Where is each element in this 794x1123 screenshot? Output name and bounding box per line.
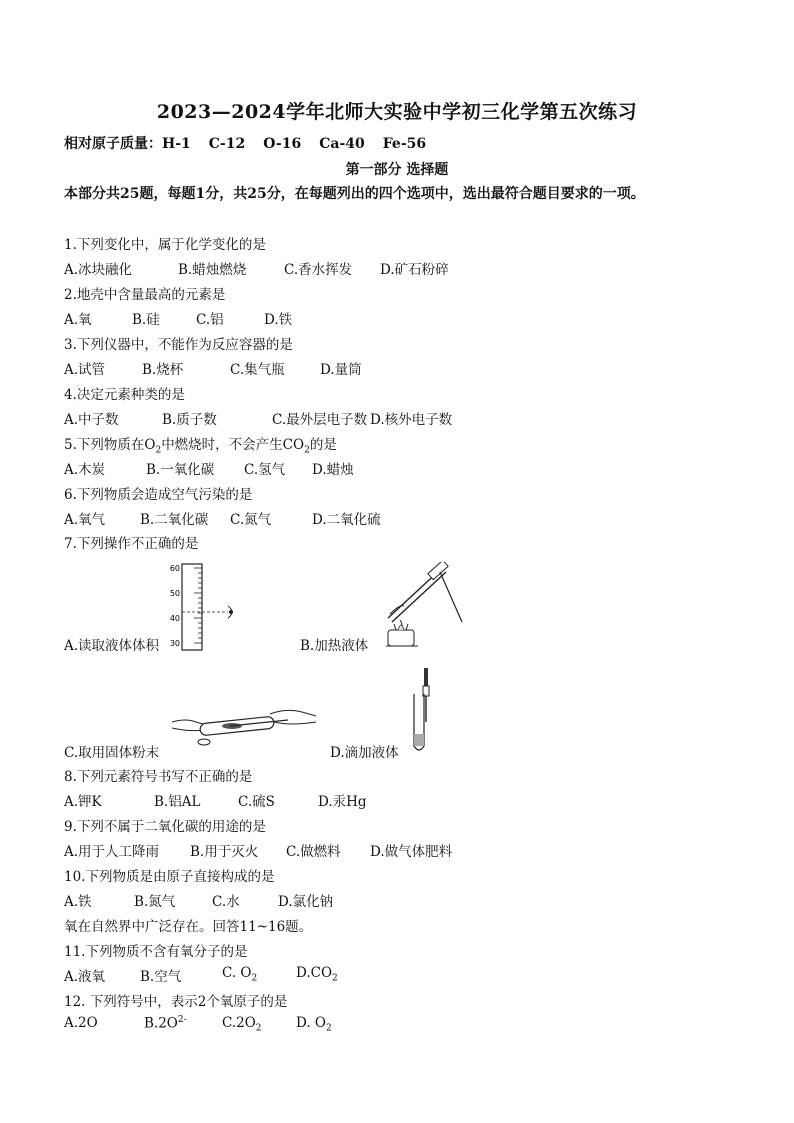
subscript: 2	[255, 1023, 262, 1034]
question-stem: 1.下列变化中，属于化学变化的是	[64, 237, 266, 253]
atomic-mass-item: Ca-40	[319, 136, 365, 152]
option: D.核外电子数	[370, 412, 453, 428]
option: B.一氧化碳	[146, 462, 215, 478]
option: B.空气	[140, 969, 182, 985]
section-heading: 第一部分 选择题	[345, 162, 449, 178]
option: C.做燃料	[286, 844, 341, 860]
subscript: 2	[155, 445, 162, 456]
subscript: 2	[326, 1023, 332, 1034]
subscript: 2	[251, 973, 258, 984]
option: A.铁	[64, 894, 92, 910]
option: A.氧	[64, 312, 92, 328]
option: A.钾K	[64, 794, 102, 810]
option: D.二氧化硫	[312, 512, 381, 528]
tick-label: 30	[170, 639, 180, 648]
stem-text: 5.下列物质在O	[64, 437, 156, 453]
question-stem: 3.下列仪器中，不能作为反应容器的是	[64, 337, 293, 353]
option-text: C. O	[222, 965, 252, 981]
option	[296, 965, 338, 984]
option	[296, 1015, 332, 1034]
stem-text: 的是	[309, 437, 337, 453]
option: A.氧气	[64, 512, 106, 528]
option: B.二氧化碳	[140, 512, 209, 528]
option: C.水	[212, 894, 240, 910]
subscript: 2	[332, 973, 338, 984]
option: D.氯化钠	[278, 894, 334, 910]
option: D.量筒	[320, 362, 362, 378]
question-stem	[64, 433, 337, 456]
option: B.蜡烛燃烧	[178, 262, 247, 278]
question-stem: 12. 下列符号中，表示2个氧原子的是	[64, 994, 288, 1010]
option: A.用于人工降雨	[64, 844, 160, 860]
option-text: C.2O	[222, 1015, 256, 1031]
figure-caption: C.取用固体粉末	[64, 745, 160, 761]
option: D.汞Hg	[318, 794, 367, 810]
option: A.2O	[64, 1015, 98, 1031]
passage-text: 氧在自然界中广泛存在。回答11~16题。	[64, 919, 313, 935]
option: C.氮气	[230, 512, 272, 528]
option: A.液氧	[64, 969, 106, 985]
tick-label: 50	[170, 589, 180, 598]
option: A.试管	[64, 362, 106, 378]
stem-text: 中燃烧时，不会产生CO	[161, 437, 305, 453]
option: C.氢气	[244, 462, 286, 478]
option	[222, 1015, 262, 1034]
option: B.硅	[132, 312, 160, 328]
option: C.香水挥发	[284, 262, 353, 278]
question-stem: 6.下列物质会造成空气污染的是	[64, 487, 253, 503]
option: C.硫S	[238, 794, 275, 810]
heating-liquid-figure	[370, 562, 470, 650]
atomic-masses-label: 相对原子质量：	[64, 136, 162, 152]
option: B.氮气	[134, 894, 176, 910]
option: A.中子数	[64, 412, 119, 428]
figure-caption: A.读取液体体积	[64, 638, 160, 654]
atomic-mass-item: H-1	[162, 136, 191, 152]
option: C.最外层电子数	[272, 412, 368, 428]
option: B.用于灭火	[190, 844, 259, 860]
figure-caption: D.滴加液体	[330, 745, 399, 761]
option: B.质子数	[162, 412, 217, 428]
eye-icon	[229, 610, 233, 614]
question-stem: 10.下列物质是由原子直接构成的是	[64, 869, 275, 885]
option: C.铝	[196, 312, 224, 328]
atomic-mass-item: O-16	[263, 136, 302, 152]
option-text: D.CO	[296, 965, 333, 981]
question-stem: 2.地壳中含量最高的元素是	[64, 287, 226, 303]
option: C.集气瓶	[230, 362, 285, 378]
tick-label: 60	[170, 564, 180, 573]
option: D.矿石粉碎	[380, 262, 449, 278]
option: D.蜡烛	[312, 462, 354, 478]
option	[144, 1015, 187, 1032]
atomic-mass-item: Fe-56	[382, 136, 427, 152]
option: B.铝AL	[154, 794, 201, 810]
graduated-cylinder-figure	[170, 560, 250, 652]
dropper-figure	[402, 664, 442, 756]
question-stem: 4.决定元素种类的是	[64, 387, 185, 403]
tick-label: 40	[170, 614, 180, 623]
option-text: D. O	[296, 1015, 326, 1031]
question-stem: 11.下列物质不含有氧分子的是	[64, 944, 248, 960]
section-intro: 本部分共25题，每题1分，共25分，在每题列出的四个选项中，选出最符合题目要求的一项。	[64, 186, 645, 202]
atomic-masses	[64, 133, 444, 153]
option: D.铁	[264, 312, 293, 328]
question-stem: 9.下列不属于二氧化碳的用途的是	[64, 819, 266, 835]
question-stem: 7.下列操作不正确的是	[64, 536, 199, 552]
figure-caption: B.加热液体	[300, 638, 369, 654]
solid-powder-figure	[170, 700, 320, 748]
option: D.做气体肥料	[370, 844, 453, 860]
option	[222, 965, 257, 984]
page-title: 2023—2024学年北师大实验中学初三化学第五次练习	[156, 101, 638, 123]
atomic-mass-item: C-12	[208, 136, 246, 152]
question-stem: 8.下列元素符号书写不正确的是	[64, 769, 253, 785]
option: B.烧杯	[142, 362, 184, 378]
option-text: B.2O	[144, 1015, 178, 1032]
option: A.木炭	[64, 462, 106, 478]
subscript: 2	[304, 445, 310, 456]
superscript: 2-	[177, 1015, 187, 1025]
option: A.冰块融化	[64, 262, 133, 278]
